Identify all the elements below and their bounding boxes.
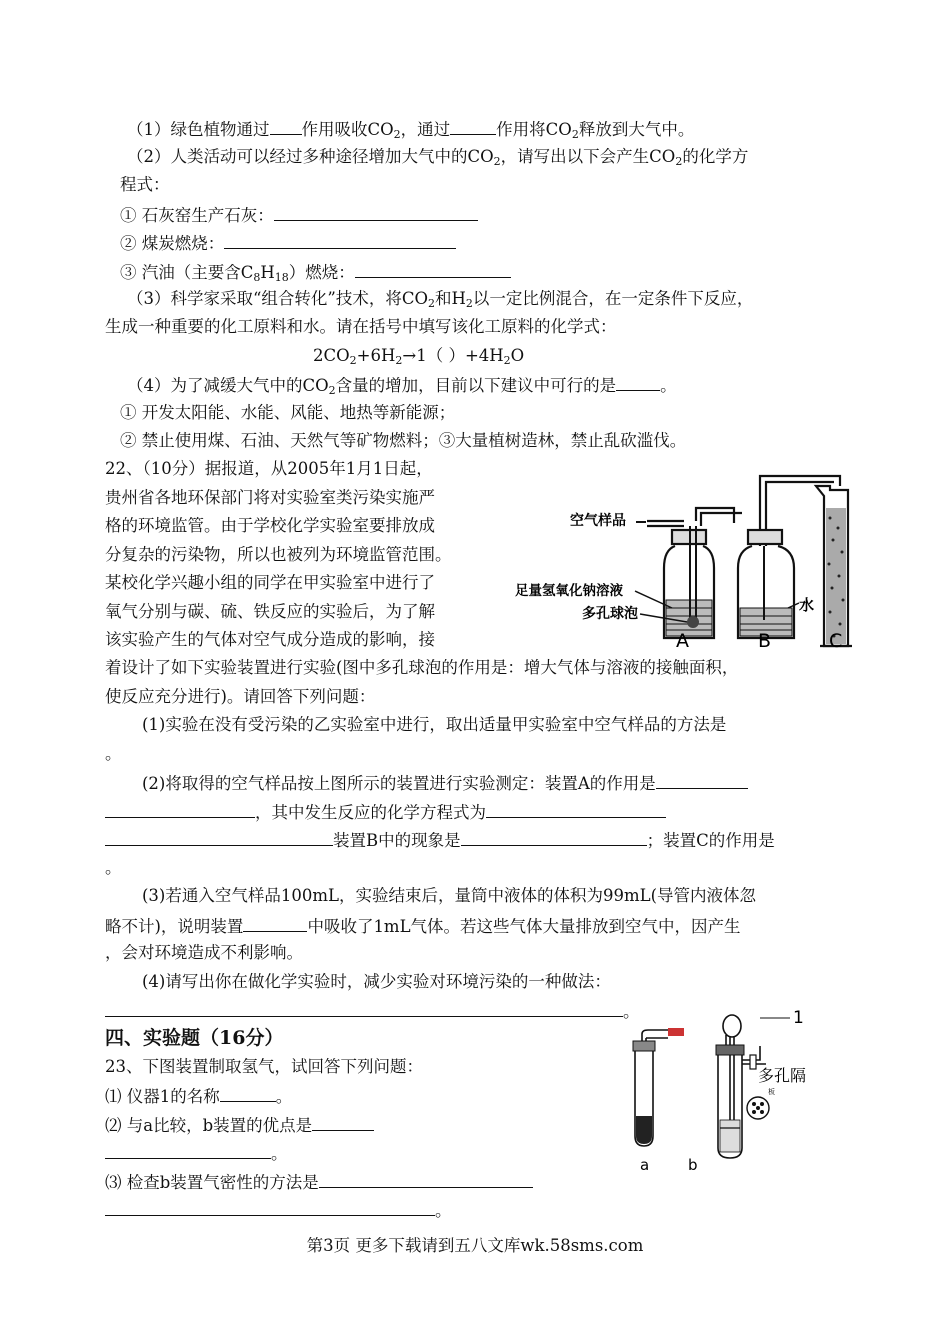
answer-blank[interactable] xyxy=(450,117,496,135)
q22-line: 使反应充分进行)。请回答下列问题： xyxy=(105,687,376,706)
q23-part1: ⑴ 仪器1的名称 。 xyxy=(105,1084,292,1108)
q21-item2: ② 煤炭燃烧： xyxy=(120,231,456,255)
q23-part2-line2: 。 xyxy=(105,1141,288,1165)
answer-blank[interactable] xyxy=(274,203,478,221)
answer-blank[interactable] xyxy=(461,828,647,846)
section-heading: 四、实验题（16分） xyxy=(105,1027,284,1049)
q22-sub2: (2)将取得的空气样品按上图所示的装置进行实验测定：装置A的作用是 xyxy=(142,771,748,795)
q22-line: 氧气分别与碳、硫、铁反应的实验后，为了解 xyxy=(105,602,435,621)
answer-blank[interactable] xyxy=(243,914,307,932)
q22-sub1: (1)实验在没有受污染的乙实验室中进行，取出适量甲实验室中空气样品的方法是 xyxy=(142,715,727,734)
q22-sub1-end: 。 xyxy=(105,744,122,763)
q22-line: 22、（10分）据报道，从2005年1月1日起， xyxy=(105,459,433,478)
q22-line: 分复杂的污染物，所以也被列为环境监管范围。 xyxy=(105,545,452,564)
q22-line: 格的环境监管。由于学校化学实验室要排放成 xyxy=(105,516,435,535)
q21-part2-cont: 程式： xyxy=(120,175,170,194)
answer-blank[interactable] xyxy=(319,1170,533,1188)
label-a: a xyxy=(640,1156,650,1174)
answer-blank[interactable] xyxy=(105,1141,271,1159)
q21-part3-cont: 生成一种重要的化工原料和水。请在括号中填写该化工原料的化学式： xyxy=(105,317,617,336)
label-C: C xyxy=(829,630,843,652)
label-air-sample: 空气样品 xyxy=(570,513,626,529)
q22-sub4-line2: 。 xyxy=(105,999,640,1023)
label-B: B xyxy=(758,630,772,652)
gas-absorption-apparatus-figure xyxy=(512,468,862,652)
q22-sub2-end: 。 xyxy=(105,858,122,877)
q22-sub3: (3)若通入空气样品100mL，实验结束后，量筒中液体的体积为99mL(导管内液体忽 xyxy=(142,886,757,905)
answer-blank[interactable] xyxy=(220,1084,276,1102)
q21-option2: ② 禁止使用煤、石油、天然气等矿物燃料；③大量植树造林，禁止乱砍滥伐。 xyxy=(120,431,687,450)
q22-line: 该实验产生的气体对空气成分造成的影响，接 xyxy=(105,630,435,649)
answer-blank[interactable] xyxy=(224,231,456,249)
answer-blank[interactable] xyxy=(486,800,666,818)
label-plate-small: 板 xyxy=(768,1088,775,1096)
label-naoh: 足量氢氧化钠溶液 xyxy=(515,583,623,599)
label-1: 1 xyxy=(793,1008,804,1028)
q23-part3-line2: 。 xyxy=(105,1198,452,1222)
answer-blank[interactable] xyxy=(105,1198,435,1216)
q21-part1: （1）绿色植物通过 作用吸收$CO_2$，通过 作用将$CO_2$释放到大气中。 xyxy=(127,117,694,141)
q21-part2: （2）人类活动可以经过多种途径增加大气中的$CO_2$，请写出以下会产生$CO_2$的化学方 xyxy=(127,147,749,168)
answer-blank[interactable] xyxy=(105,828,333,846)
answer-blank[interactable] xyxy=(105,999,623,1017)
label-A: A xyxy=(676,630,689,652)
answer-blank[interactable] xyxy=(312,1113,374,1131)
answer-blank[interactable] xyxy=(355,260,511,278)
answer-blank[interactable] xyxy=(616,373,660,391)
q23-stem: 23、下图装置制取氢气，试回答下列问题： xyxy=(105,1057,423,1076)
q21-option1: ① 开发太阳能、水能、风能、地热等新能源； xyxy=(120,403,456,422)
label-porous-plate: 多孔隔 xyxy=(758,1066,807,1085)
q22-line: 贵州省各地环保部门将对实验室类污染实施严 xyxy=(105,488,435,507)
label-water: 水 xyxy=(799,596,815,614)
q22-sub2-line3: 装置B中的现象是 ；装置C的作用是 xyxy=(105,828,775,852)
q21-equation: $2CO_2+6H_2\to 1$（ ）$+4H_2O$ xyxy=(313,346,525,367)
answer-blank[interactable] xyxy=(105,800,255,818)
page-footer: 第3页 更多下载请到五八文库wk.58sms.com xyxy=(306,1236,644,1255)
answer-blank[interactable] xyxy=(270,117,302,135)
answer-blank[interactable] xyxy=(656,771,748,789)
hydrogen-apparatus-figure xyxy=(620,1008,840,1178)
q21-part3: （3）科学家采取“组合转化”技术，将$CO_2$和$H_2$以一定比例混合，在一定条件下反应， xyxy=(127,289,754,310)
q22-sub4: (4)请写出你在做化学实验时，减少实验对环境污染的一种做法： xyxy=(142,972,611,991)
q23-part3: ⑶ 检查b装置气密性的方法是 xyxy=(105,1170,533,1194)
q22-sub3-line3: ，会对环境造成不利影响。 xyxy=(105,943,303,962)
q22-sub2-line2: ，其中发生反应的化学方程式为 xyxy=(105,800,666,824)
q21-item1: ① 石灰窑生产石灰： xyxy=(120,203,478,227)
q22-sub3-line2: 略不计)，说明装置 中吸收了1mL气体。若这些气体大量排放到空气中，因产生 xyxy=(105,914,741,938)
q23-part2: ⑵ 与a比较，b装置的优点是 xyxy=(105,1113,374,1137)
q21-item3: ③ 汽油（主要含$C_8H_{18}$）燃烧： xyxy=(120,260,511,284)
q22-line: 着设计了如下实验装置进行实验(图中多孔球泡的作用是：增大气体与溶液的接触面积， xyxy=(105,658,739,677)
label-b: b xyxy=(688,1156,698,1174)
label-bubbler: 多孔球泡 xyxy=(582,606,638,622)
q21-part4: （4）为了减缓大气中的$CO_2$含量的增加，目前以下建议中可行的是 。 xyxy=(127,373,677,397)
q22-line: 某校化学兴趣小组的同学在甲实验室中进行了 xyxy=(105,573,435,592)
